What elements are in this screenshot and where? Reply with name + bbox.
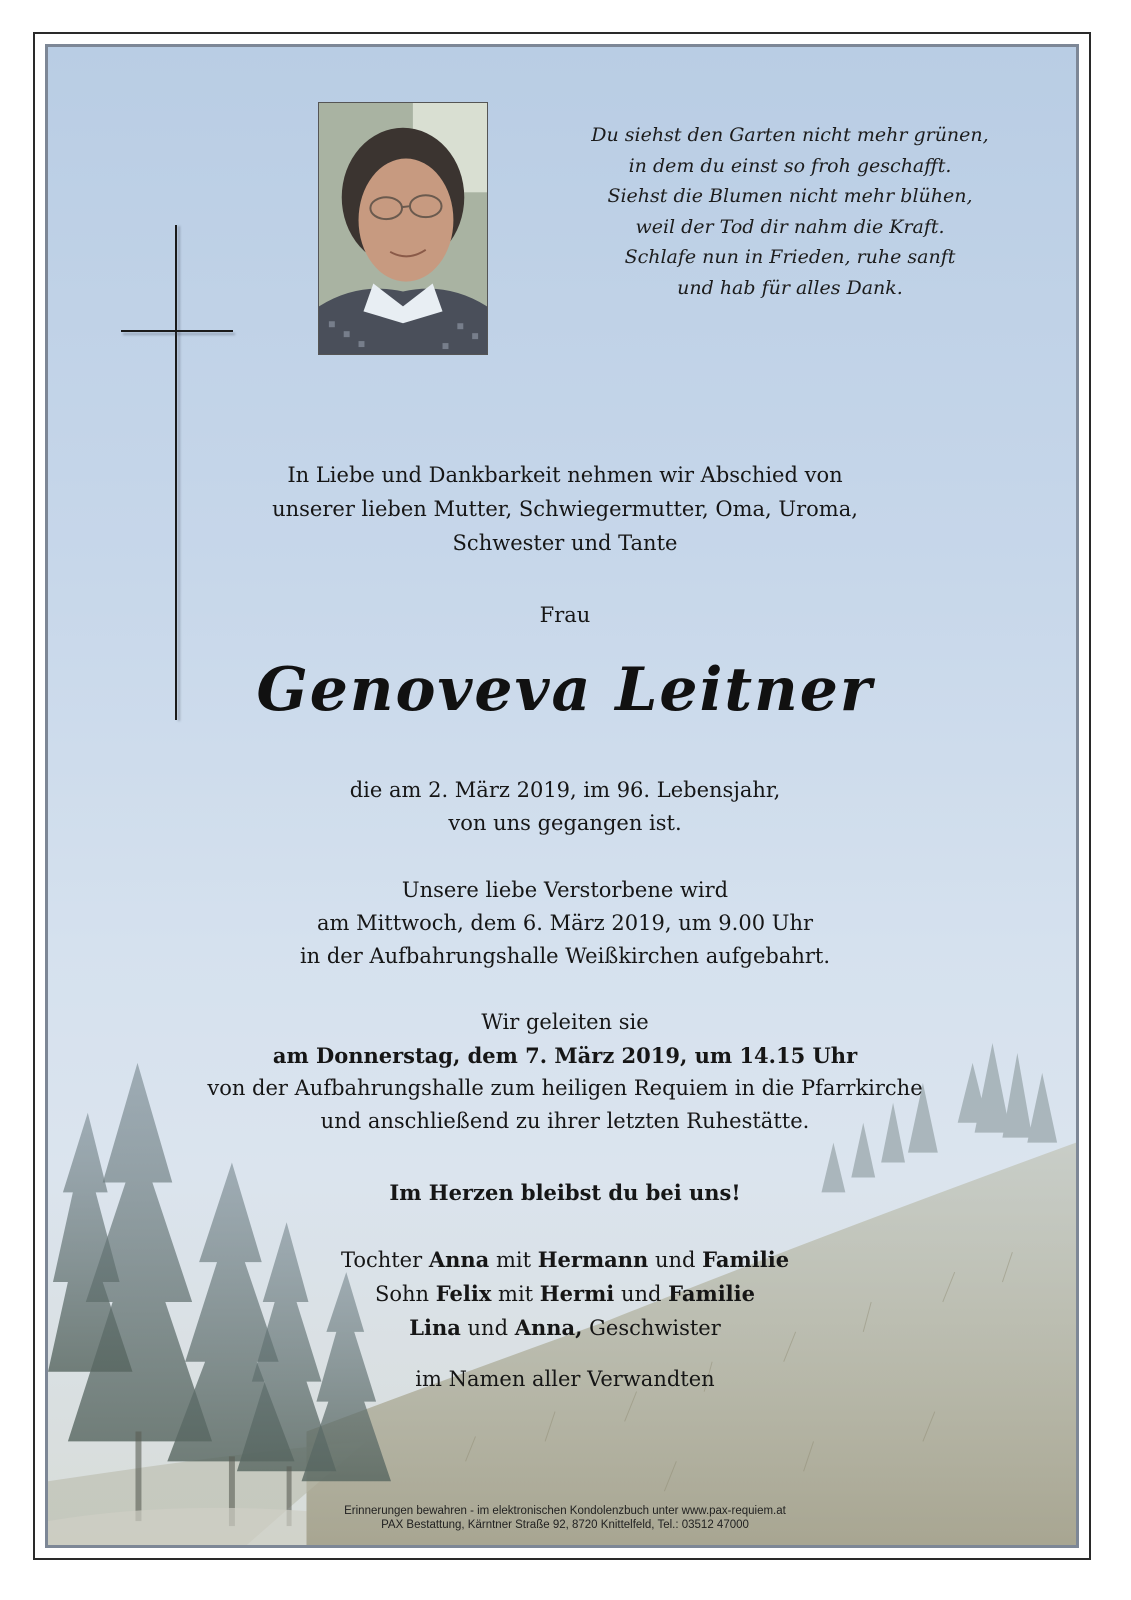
viewing-line: am Mittwoch, dem 6. März 2019, um 9.00 Uhr — [316, 911, 814, 935]
mourner-name: Felix — [435, 1281, 492, 1306]
mourner-name: Familie — [702, 1247, 790, 1272]
funeral-procession — [80, 1006, 1050, 1138]
viewing-notice — [80, 874, 1050, 973]
death-line: von uns gegangen ist. — [448, 811, 682, 835]
poem-line: Siehst die Blumen nicht mehr blühen, — [607, 185, 973, 207]
mourner-text: mit — [489, 1248, 538, 1272]
poem-line: in dem du einst so froh geschafft. — [628, 154, 952, 177]
footer-line-condolence: Erinnerungen bewahren - im elektronischen Kondolenzbuch unter www.pax-requiem.at — [344, 1505, 786, 1517]
mourner-name: Anna, — [514, 1315, 583, 1340]
mourner-text: Sohn — [375, 1282, 436, 1306]
farewell-intro — [80, 458, 1050, 560]
mourners-list — [80, 1243, 1050, 1345]
mourner-text: und — [460, 1316, 515, 1340]
portrait-photo — [318, 102, 488, 355]
footer — [80, 1504, 1050, 1532]
intro-line: Schwester und Tante — [452, 531, 678, 555]
mourner-name: Hermann — [537, 1247, 649, 1272]
poem-line: Du siehst den Garten nicht mehr grünen, — [591, 124, 989, 146]
footer-line-undertaker: PAX Bestattung, Kärntner Straße 92, 8720 Knittelfeld, Tel.: 03512 47000 — [381, 1519, 749, 1531]
mourner-text: Tochter — [340, 1248, 429, 1272]
procession-intro: Wir geleiten sie — [481, 1010, 649, 1034]
death-line: die am 2. März 2019, im 96. Lebensjahr, — [349, 778, 781, 802]
mourner-name: Lina — [409, 1315, 461, 1340]
mourner-text: und — [614, 1282, 669, 1306]
mourner-row — [80, 1243, 1050, 1277]
intro-line: In Liebe und Dankbarkeit nehmen wir Abschied von — [287, 463, 843, 487]
mourner-name: Hermi — [539, 1281, 615, 1306]
mourner-name: Familie — [668, 1281, 755, 1306]
death-notice — [80, 774, 1050, 840]
memorial-motto: Im Herzen bleibst du bei uns! — [389, 1180, 741, 1205]
poem-line: und hab für alles Dank. — [677, 276, 903, 299]
poem-line: Schlafe nun in Frieden, ruhe sanft — [624, 246, 956, 268]
viewing-line: Unsere liebe Verstorbene wird — [401, 878, 729, 902]
mourner-name: Anna — [428, 1247, 490, 1272]
salutation: Frau — [539, 603, 591, 627]
procession-date-time: am Donnerstag, dem 7. März 2019, um 14.15 Uhr — [272, 1043, 858, 1068]
closing-line: im Namen aller Verwandten — [415, 1367, 715, 1391]
deceased-name: Genoveva Leitner — [256, 655, 874, 725]
memorial-poem — [590, 120, 990, 303]
cross-horizontal-bar — [121, 330, 233, 332]
mourner-text: und — [648, 1248, 703, 1272]
procession-line: und anschließend zu ihrer letzten Ruhestätte. — [320, 1109, 810, 1133]
intro-line: unserer lieben Mutter, Schwiegermutter, Oma, Uroma, — [272, 497, 858, 521]
mourner-text: Geschwister — [582, 1316, 721, 1340]
mourner-row — [80, 1311, 1050, 1345]
viewing-line: in der Aufbahrungshalle Weißkirchen aufgebahrt. — [299, 944, 831, 968]
procession-line: von der Aufbahrungshalle zum heiligen Requiem in die Pfarrkirche — [207, 1076, 923, 1100]
poem-line: weil der Tod dir nahm die Kraft. — [635, 215, 945, 238]
mourner-row — [80, 1277, 1050, 1311]
mourner-text: mit — [491, 1282, 540, 1306]
